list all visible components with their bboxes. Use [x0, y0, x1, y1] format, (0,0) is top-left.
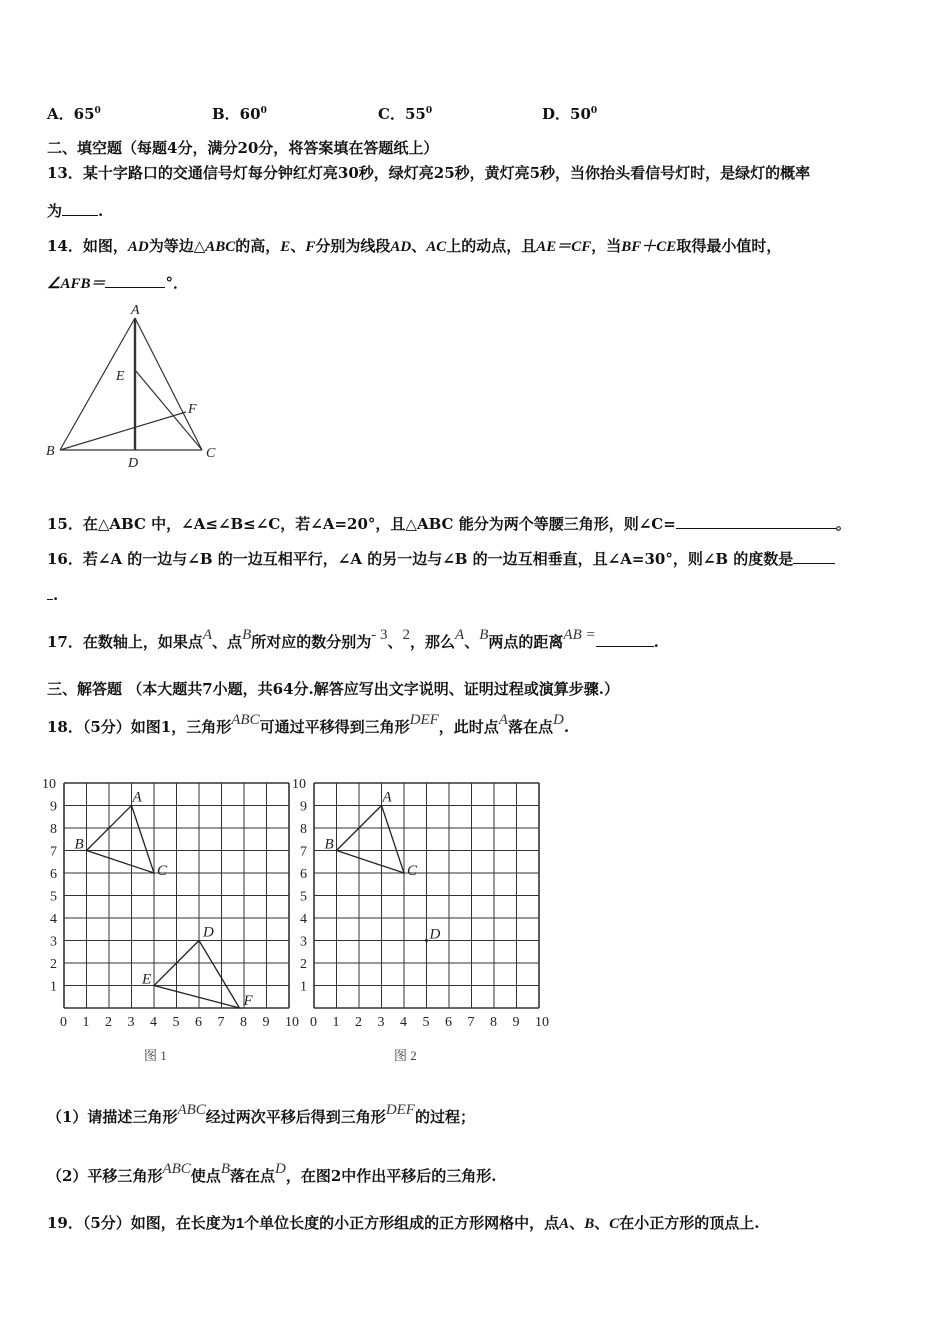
x-tick-label: 10: [535, 1015, 549, 1030]
q18-part1: （1）请描述三角形ABC经过两次平移后得到三角形DEF的过程；: [47, 1102, 475, 1126]
triangle-figure: [40, 300, 230, 475]
q18: 18．（5分）如图1，三角形ABC可通过平移得到三角形DEF，此时点A落在点D.: [47, 712, 570, 736]
label-c: C: [206, 446, 216, 461]
point-label-e: E: [142, 971, 152, 988]
y-tick-label: 1: [50, 979, 57, 995]
label-f: F: [188, 402, 197, 417]
point-label-b: B: [74, 836, 84, 853]
y-tick-label: 9: [300, 799, 307, 815]
point-label-a: A: [132, 789, 142, 806]
section-3-heading: 三、解答题 （本大题共7小题，共64分.解答应写出文字说明、证明过程或演算步骤.）: [47, 680, 619, 698]
x-tick-label: 8: [240, 1015, 247, 1030]
y-tick-label: 5: [50, 889, 57, 905]
q17: 17．在数轴上，如果点A、点B所对应的数分别为- 3、2，那么A、B两点的距离AB = .: [47, 627, 659, 651]
section-2-heading: 二、填空题（每题4分，满分20分，将答案填在答题纸上）: [47, 139, 439, 157]
q15: 15．在△ABC 中，∠A≤∠B≤∠C，若∠A=20°，且△ABC 能分为两个等腰三角形，则∠C= 。: [47, 515, 851, 533]
x-tick-label: 7: [467, 1015, 475, 1030]
q14-line2: ∠AFB＝ °．: [47, 274, 188, 292]
side-ac: [135, 318, 202, 450]
y-tick-label: 7: [50, 844, 57, 860]
x-tick-label: 7: [217, 1015, 225, 1030]
q18-part2: （2）平移三角形ABC使点B落在点D，在图2中作出平移后的三角形.: [47, 1161, 497, 1185]
x-tick-label: 6: [195, 1015, 202, 1030]
point-label-a: A: [382, 789, 392, 806]
y-tick-label: 3: [50, 934, 57, 950]
x-tick-label: 1: [332, 1015, 340, 1030]
x-tick-label: 9: [512, 1015, 520, 1030]
grid-figure-1: [40, 760, 299, 1070]
y-tick-label: 7: [300, 844, 307, 860]
y-tick-label: 5: [300, 889, 307, 905]
q14-line1: 14．如图，AD为等边△ABC的高，E、F分别为线段AD、AC上的动点，且AE＝CF，当BF＋CE取得最小值时，: [47, 237, 782, 255]
choice-c: C．$55^0$: [378, 105, 433, 123]
x-tick-label: 0: [310, 1015, 317, 1030]
point-d: [425, 939, 428, 942]
triangle-def: [154, 941, 240, 1009]
y-tick-label: 2: [50, 957, 57, 972]
label-e: E: [116, 369, 125, 384]
label-d: D: [128, 456, 139, 471]
point-label-d: D: [429, 926, 441, 943]
x-tick-label: 5: [422, 1015, 430, 1030]
x-tick-label: 5: [172, 1015, 180, 1030]
y-tick-label: 4: [50, 912, 57, 927]
triangle-abc: [87, 806, 155, 874]
point-label-c: C: [157, 863, 168, 879]
y-tick-label: 6: [300, 867, 307, 882]
label-b: B: [46, 444, 55, 459]
point-label-f: F: [243, 993, 253, 1009]
point-label-b: B: [324, 836, 334, 853]
x-tick-label: 3: [377, 1015, 385, 1030]
y-tick-label: 10: [42, 777, 56, 792]
x-tick-label: 2: [105, 1015, 112, 1030]
q16-line1: 16．若∠A 的一边与∠B 的一边互相平行，∠A 的另一边与∠B 的一边互相垂直，且∠A=30°，则∠B 的度数是: [47, 548, 835, 569]
q16-line2: .: [47, 586, 58, 604]
y-tick-label: 6: [50, 867, 57, 882]
x-tick-label: 4: [150, 1015, 157, 1030]
x-tick-label: 4: [400, 1015, 407, 1030]
y-tick-label: 8: [300, 822, 307, 837]
y-tick-label: 4: [300, 912, 307, 927]
x-tick-label: 1: [82, 1015, 90, 1030]
y-tick-label: 2: [300, 957, 307, 972]
y-tick-label: 3: [300, 934, 307, 950]
y-tick-label: 8: [50, 822, 57, 837]
y-tick-label: 9: [50, 799, 57, 815]
y-tick-label: 1: [300, 979, 307, 995]
x-tick-label: 0: [60, 1015, 67, 1030]
point-label-c: C: [407, 863, 418, 879]
triangle-abc: [337, 806, 405, 874]
choice-d: D．$50^0$: [542, 105, 598, 123]
point-label-d: D: [203, 924, 214, 941]
figure-caption: 图 1: [144, 1048, 167, 1063]
x-tick-label: 8: [490, 1015, 497, 1030]
label-a: A: [131, 303, 140, 318]
q13-line2: 为 .: [47, 202, 104, 220]
q13-line1: 13．某十字路口的交通信号灯每分钟红灯亮30秒，绿灯亮25秒，黄灯亮5秒，当你抬头看信号灯时，是绿灯的概率: [47, 164, 811, 182]
q19: 19．（5分）如图，在长度为1个单位长度的小正方形组成的正方形网格中，点A、B、C在小正方形的顶点上.: [47, 1214, 760, 1232]
x-tick-label: 9: [262, 1015, 270, 1030]
x-tick-label: 2: [355, 1015, 362, 1030]
x-tick-label: 10: [285, 1015, 299, 1030]
figure-caption: 图 2: [394, 1048, 417, 1063]
y-tick-label: 10: [292, 777, 306, 792]
choice-a: A．$65^0$: [47, 105, 101, 123]
x-tick-label: 3: [127, 1015, 135, 1030]
grid-figure-2: [290, 760, 549, 1070]
x-tick-label: 6: [445, 1015, 452, 1030]
choice-b: B．$60^0$: [212, 105, 267, 123]
